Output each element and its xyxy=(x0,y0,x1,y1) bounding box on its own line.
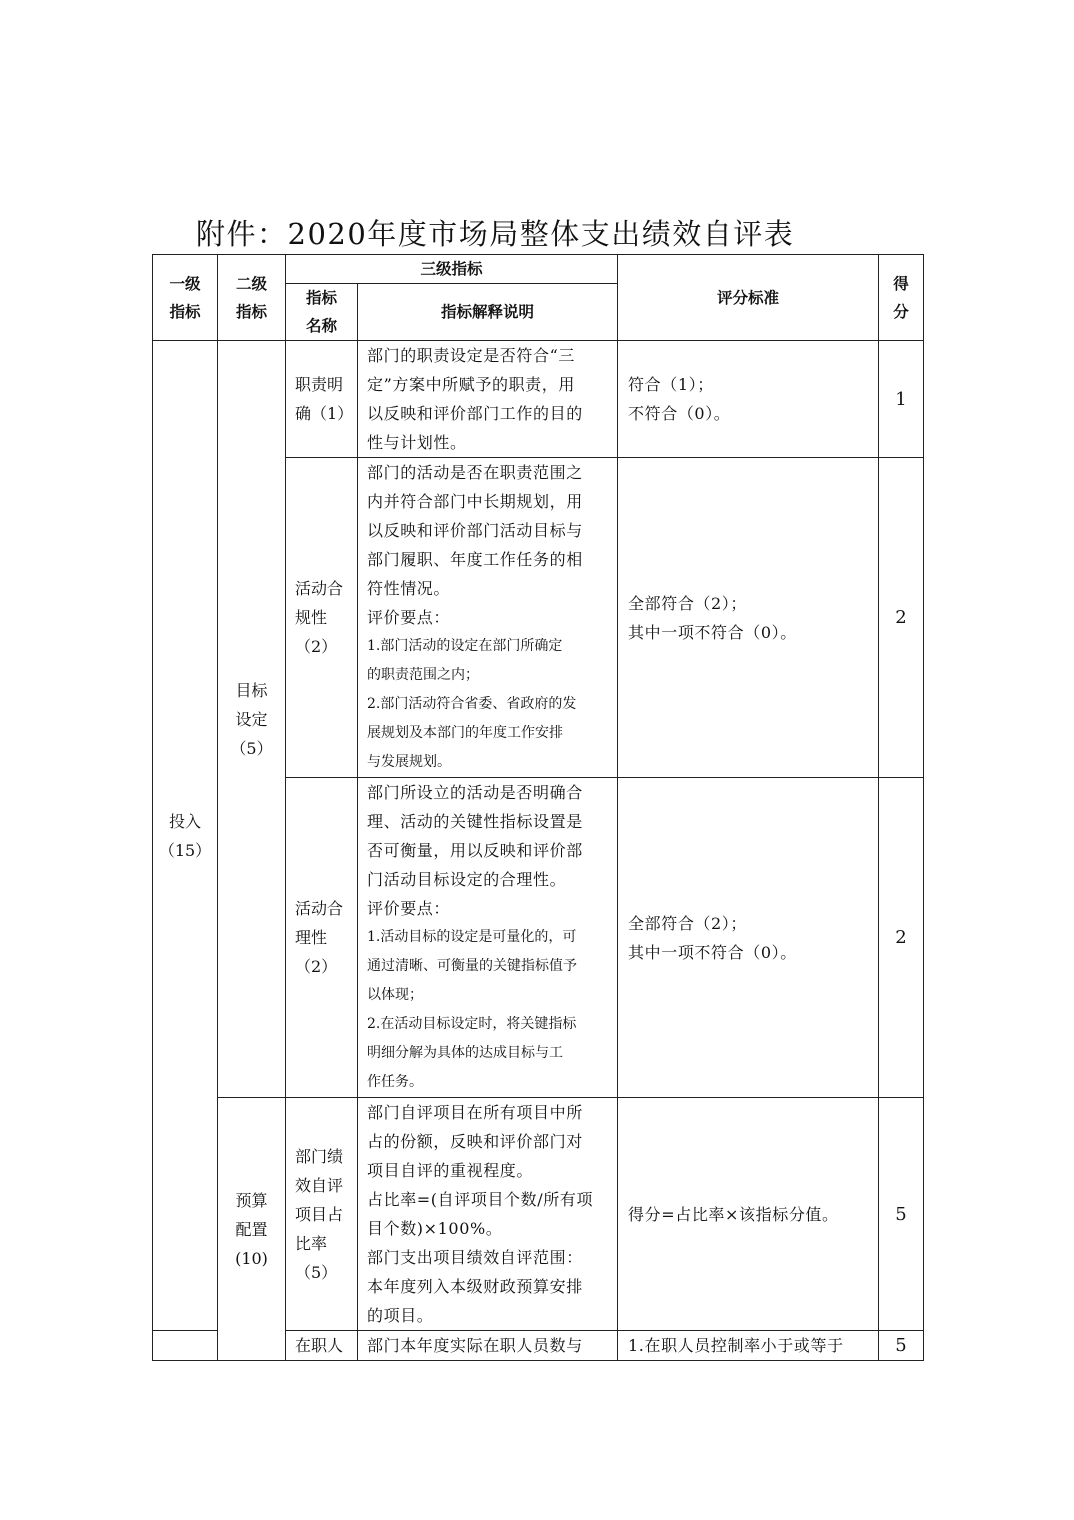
header-level2: 二级 指标 xyxy=(218,255,286,341)
level2-cell-budget: 预算 配置 (10) xyxy=(218,1098,286,1361)
scoring-criteria: 1.在职人员控制率小于或等于 xyxy=(618,1331,879,1361)
indicator-explanation: 部门所设立的活动是否明确合 理、活动的关键性指标设置是 否可衡量，用以反映和评价部 门活动目标设定的合理性。 评价要点： 1.活动目标的设定是可量化的，可 通过清晰、可衡量的关键指标值予 以体现； 2.在活动目标设定时，将关键指标 明细分解为具体的达成目标与工 作任务。 xyxy=(358,778,618,1098)
header-level1: 一级 指标 xyxy=(153,255,218,341)
score-value: 2 xyxy=(879,778,924,1098)
score-value: 5 xyxy=(879,1331,924,1361)
level1-cell-continued xyxy=(153,1331,218,1361)
scoring-criteria: 全部符合（2）； 其中一项不符合（0）。 xyxy=(618,778,879,1098)
indicator-explanation: 部门本年度实际在职人员数与 xyxy=(358,1331,618,1361)
scoring-criteria: 符合（1）； 不符合（0）。 xyxy=(618,341,879,458)
header-indicator-name: 指标 名称 xyxy=(286,284,358,341)
indicator-name: 职责明 确（1） xyxy=(286,341,358,458)
score-value: 5 xyxy=(879,1098,924,1331)
page-title: 附件：2020年度市场局整体支出绩效自评表 xyxy=(196,217,795,251)
scoring-criteria: 全部符合（2）； 其中一项不符合（0）。 xyxy=(618,458,879,778)
indicator-explanation: 部门自评项目在所有项目中所 占的份额，反映和评价部门对 项目自评的重视程度。 占比率=(自评项目个数/所有项 目个数)×100%。 部门支出项目绩效自评范围： 本年度列入本级财政预算安排 的项目。 xyxy=(358,1098,618,1331)
evaluation-table xyxy=(152,254,924,1361)
level2-cell-target: 目标 设定 （5） xyxy=(218,341,286,1098)
level1-cell: 投入 （15） xyxy=(153,341,218,1331)
indicator-name: 活动合 规性 （2） xyxy=(286,458,358,778)
header-criteria: 评分标准 xyxy=(618,255,879,341)
indicator-name: 活动合 理性 （2） xyxy=(286,778,358,1098)
indicator-name: 在职人 xyxy=(286,1331,358,1361)
header-score: 得 分 xyxy=(879,255,924,341)
score-value: 2 xyxy=(879,458,924,778)
scoring-criteria: 得分=占比率×该指标分值。 xyxy=(618,1098,879,1331)
indicator-explanation: 部门的活动是否在职责范围之 内并符合部门中长期规划，用 以反映和评价部门活动目标与 部门履职、年度工作任务的相 符性情况。 评价要点： 1.部门活动的设定在部门所确定 的职责范围之内； 2.部门活动符合省委、省政府的发 展规划及本部门的年度工作安排 与发展规划。 xyxy=(358,458,618,778)
score-value: 1 xyxy=(879,341,924,458)
indicator-explanation: 部门的职责设定是否符合“三 定”方案中所赋予的职责，用 以反映和评价部门工作的目的 性与计划性。 xyxy=(358,341,618,458)
header-explanation: 指标解释说明 xyxy=(358,284,618,341)
indicator-name: 部门绩 效自评 项目占 比率 （5） xyxy=(286,1098,358,1331)
header-level3: 三级指标 xyxy=(286,255,618,284)
